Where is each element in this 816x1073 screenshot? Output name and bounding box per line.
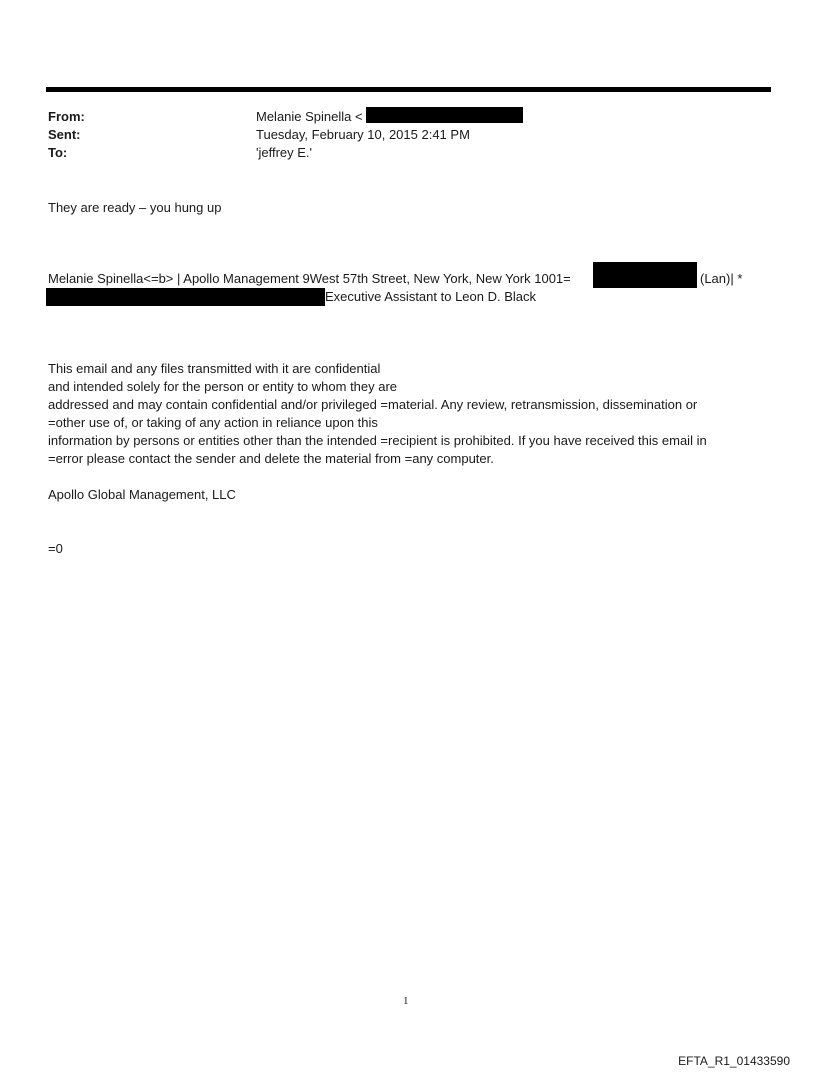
company-name: Apollo Global Management, LLC	[48, 487, 236, 502]
sent-value: Tuesday, February 10, 2015 2:41 PM	[256, 127, 470, 142]
to-value: 'jeffrey E.'	[256, 145, 313, 160]
document-id: EFTA_R1_01433590	[678, 1054, 790, 1068]
sent-label: Sent:	[48, 127, 81, 142]
to-label: To:	[48, 145, 68, 160]
from-value: Melanie Spinella <	[256, 109, 363, 124]
disclaimer-line: =other use of, or taking of any action in reliance upon this	[48, 415, 378, 430]
disclaimer-line: information by persons or entities other than the intended =recipient is prohibited. If you have received this email in	[48, 433, 707, 448]
redaction-bar	[46, 288, 325, 306]
redaction-bar	[366, 107, 523, 123]
disclaimer-line: and intended solely for the person or entity to whom they are	[48, 379, 398, 394]
signature-line-2: Executive Assistant to Leon D. Black	[325, 289, 536, 304]
message-text: They are ready – you hung up	[48, 200, 222, 215]
disclaimer-line: This email and any files transmitted with it are confidential	[48, 361, 381, 376]
header-rule	[46, 87, 771, 92]
redaction-bar	[593, 262, 697, 288]
signature-line-1: Melanie Spinella<=b> | Apollo Management 9West 57th Street, New York, New York 1001=	[48, 271, 571, 286]
signature-line-1-tail: (Lan)| *	[700, 271, 743, 286]
trailer-text: =0	[48, 541, 63, 556]
page-number: 1	[403, 995, 409, 1007]
from-label: From:	[48, 109, 85, 124]
disclaimer-line: =error please contact the sender and delete the material from =any computer.	[48, 451, 494, 466]
disclaimer-line: addressed and may contain confidential and/or privileged =material. Any review, retransmission, dissemination or	[48, 397, 698, 412]
